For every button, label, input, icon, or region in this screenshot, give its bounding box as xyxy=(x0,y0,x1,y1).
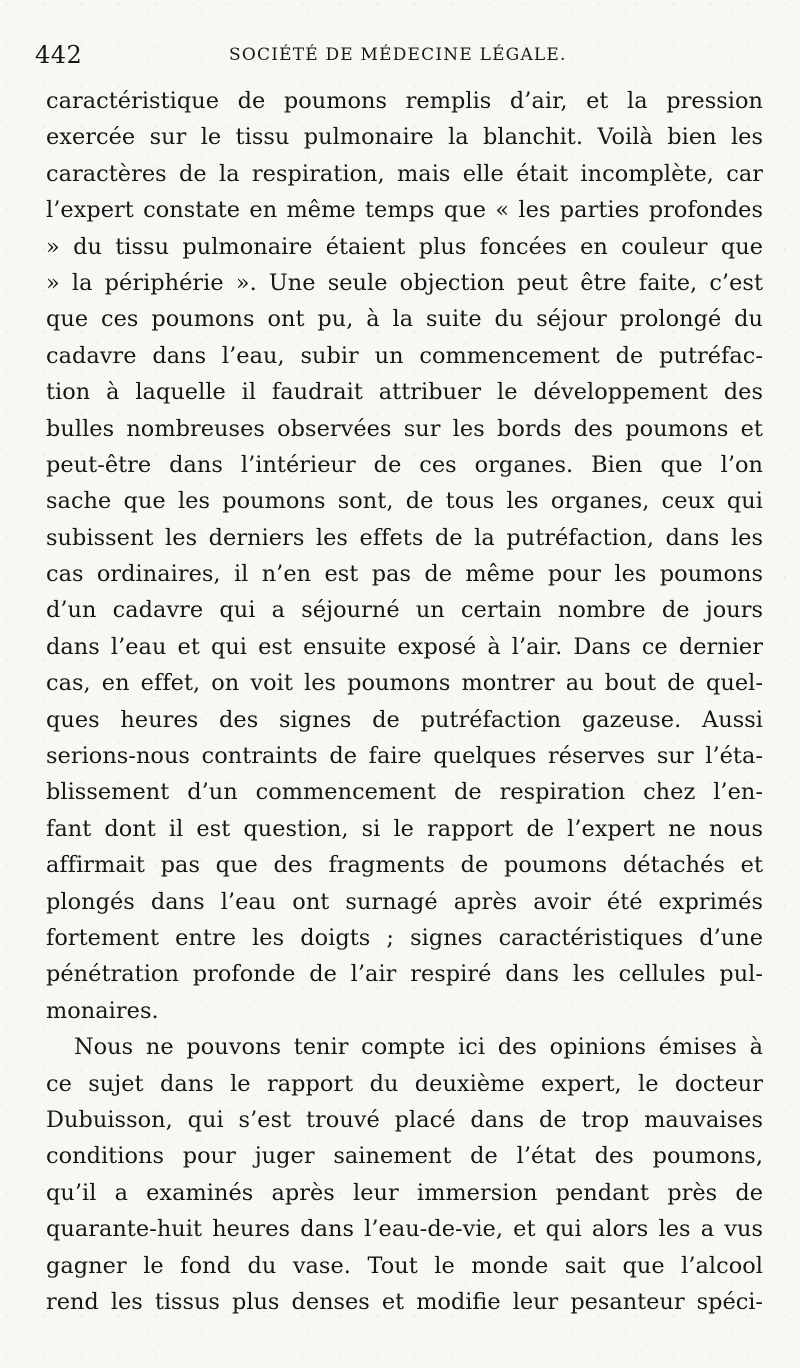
text-line: quarante-huit heures dans l’eau-de-vie, et qui alors les a vus xyxy=(46,1216,763,1243)
text-line: ques heures des signes de putréfaction gazeuse. Aussi xyxy=(46,706,763,733)
text-line: que ces poumons ont pu, à la suite du séjour prolongé du xyxy=(46,306,763,333)
page-number: 442 xyxy=(35,41,83,69)
text-line: subissent les derniers les effets de la putréfaction, dans les xyxy=(46,524,763,551)
text-line: rend les tissus plus denses et modifie leur pesanteur spéci- xyxy=(46,1288,763,1315)
paragraph-end-line: monaires. xyxy=(46,997,159,1024)
text-line: cas ordinaires, il n’en est pas de même pour les poumons xyxy=(46,561,763,588)
body-text xyxy=(46,83,763,1320)
text-line: ce sujet dans le rapport du deuxième expert, le docteur xyxy=(46,1070,763,1097)
page-header xyxy=(35,38,755,72)
text-line: plongés dans l’eau ont surnagé après avoir été exprimés xyxy=(46,888,763,915)
text-line: fortement entre les doigts ; signes caractéristiques d’une xyxy=(46,924,763,951)
text-line: fant dont il est question, si le rapport de l’expert ne nous xyxy=(46,815,763,842)
text-line: d’un cadavre qui a séjourné un certain nombre de jours xyxy=(46,597,763,624)
text-line: sache que les poumons sont, de tous les organes, ceux qui xyxy=(46,488,763,515)
text-line: bulles nombreuses observées sur les bords des poumons et xyxy=(46,415,763,442)
text-line: dans l’eau et qui est ensuite exposé à l’air. Dans ce dernier xyxy=(46,633,763,660)
text-line: affirmait pas que des fragments de poumons détachés et xyxy=(46,852,763,879)
text-line: pénétration profonde de l’air respiré dans les cellules pul- xyxy=(46,961,763,988)
text-line: caractéristique de poumons remplis d’air, et la pression xyxy=(46,88,763,114)
text-line: gagner le fond du vase. Tout le monde sait que l’alcool xyxy=(46,1252,763,1279)
paragraph-start-line: Nous ne pouvons tenir compte ici des opinions émises à xyxy=(74,1034,763,1061)
text-line: serions-nous contraints de faire quelques réserves sur l’éta- xyxy=(46,743,763,770)
text-line: caractères de la respiration, mais elle était incomplète, car xyxy=(46,160,763,187)
text-line: cas, en effet, on voit les poumons montrer au bout de quel- xyxy=(46,670,763,697)
text-line: qu’il a examinés après leur immersion pendant près de xyxy=(46,1179,763,1206)
text-line: conditions pour juger sainement de l’état des poumons, xyxy=(46,1143,763,1170)
text-line: » du tissu pulmonaire étaient plus foncées en couleur que xyxy=(46,233,763,260)
text-line: exercée sur le tissu pulmonaire la blanchit. Voilà bien les xyxy=(46,124,763,151)
text-line: l’expert constate en même temps que « les parties profondes xyxy=(46,197,763,224)
text-line: » la périphérie ». Une seule objection peut être faite, c’est xyxy=(46,269,763,296)
text-line: cadavre dans l’eau, subir un commencement de putréfac- xyxy=(46,342,763,369)
running-title: SOCIÉTÉ DE MÉDECINE LÉGALE. xyxy=(229,45,567,65)
text-line: peut-être dans l’intérieur de ces organes. Bien que l’on xyxy=(46,451,763,478)
text-line: Dubuisson, qui s’est trouvé placé dans de trop mauvaises xyxy=(46,1106,763,1133)
text-line: blissement d’un commencement de respiration chez l’en- xyxy=(46,779,763,806)
text-line: tion à laquelle il faudrait attribuer le développement des xyxy=(46,379,763,406)
